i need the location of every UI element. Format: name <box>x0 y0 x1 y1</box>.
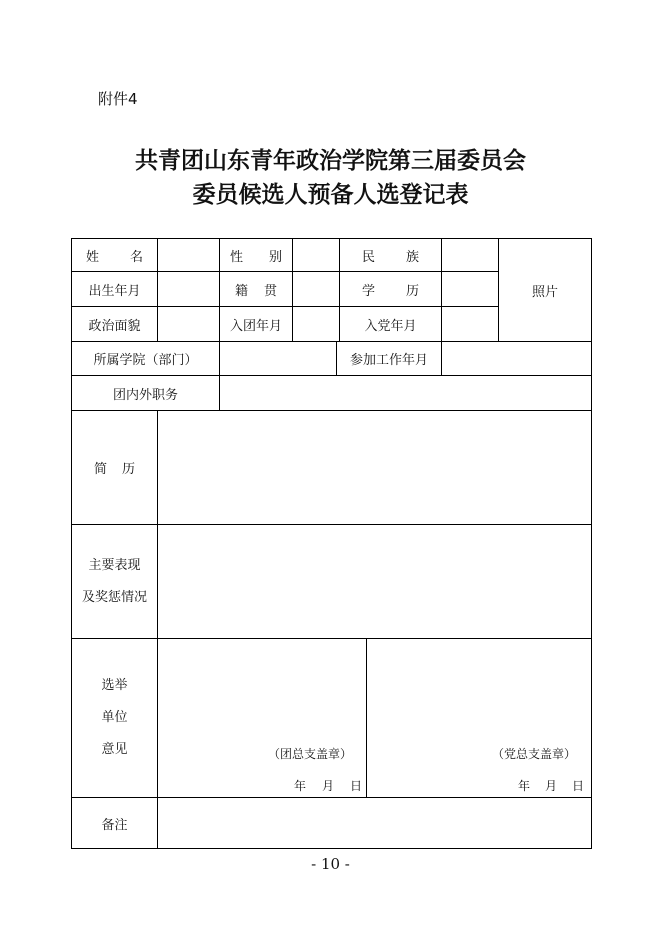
remarks-value[interactable] <box>158 798 591 848</box>
birth-value[interactable] <box>158 272 219 306</box>
label-native: 籍 贯 <box>235 283 277 299</box>
ethnicity-value[interactable] <box>442 239 498 271</box>
label-resume: 简 历 <box>94 462 135 477</box>
native-value[interactable] <box>293 272 339 306</box>
league-opinion-area[interactable] <box>158 639 366 797</box>
label-performance: 主要表现 及奖惩情况 <box>81 557 147 605</box>
page-number: - 10 - <box>311 855 350 873</box>
party-opinion-area[interactable] <box>367 639 591 797</box>
party-date-value[interactable] <box>442 307 498 341</box>
league-seal-label: （团总支盖章） <box>268 747 353 761</box>
label-unit-opinion: 选举 单位 意见 <box>101 678 128 757</box>
page-title-line1: 共青团山东青年政治学院第三届委员会 <box>135 147 526 174</box>
label-education: 学 历 <box>362 283 419 299</box>
label-gender: 性 别 <box>230 249 282 265</box>
resume-value[interactable] <box>158 411 591 524</box>
label-work-date: 参加工作年月 <box>349 353 428 368</box>
label-remarks: 备注 <box>101 817 128 833</box>
label-ethnicity: 民 族 <box>362 249 419 265</box>
party-seal-label: （党总支盖章） <box>492 747 577 761</box>
page-title-line2: 委员候选人预备人选登记表 <box>192 181 469 208</box>
education-value[interactable] <box>442 272 498 306</box>
league-date-line: 年 月 日 <box>294 779 362 793</box>
party-date-line: 年 月 日 <box>518 779 584 793</box>
political-value[interactable] <box>158 307 219 341</box>
label-positions: 团内外职务 <box>112 387 178 403</box>
gender-value[interactable] <box>293 239 339 271</box>
name-value[interactable] <box>158 239 219 271</box>
positions-value[interactable] <box>220 376 591 410</box>
college-value[interactable] <box>220 342 336 375</box>
label-college: 所属学院（部门） <box>93 353 198 368</box>
label-political: 政治面貌 <box>88 318 141 334</box>
league-date-value[interactable] <box>293 307 339 341</box>
photo-box[interactable]: 照片 <box>531 284 558 300</box>
label-party-date: 入党年月 <box>364 318 417 334</box>
work-date-value[interactable] <box>442 342 591 375</box>
label-name: 姓 名 <box>86 249 143 265</box>
attachment-label: 附件4 <box>98 90 138 108</box>
performance-value[interactable] <box>158 525 591 638</box>
label-league-date: 入团年月 <box>229 318 282 334</box>
table-border-right <box>591 238 592 849</box>
label-birth: 出生年月 <box>88 283 141 299</box>
table-border-bottom <box>71 848 592 849</box>
